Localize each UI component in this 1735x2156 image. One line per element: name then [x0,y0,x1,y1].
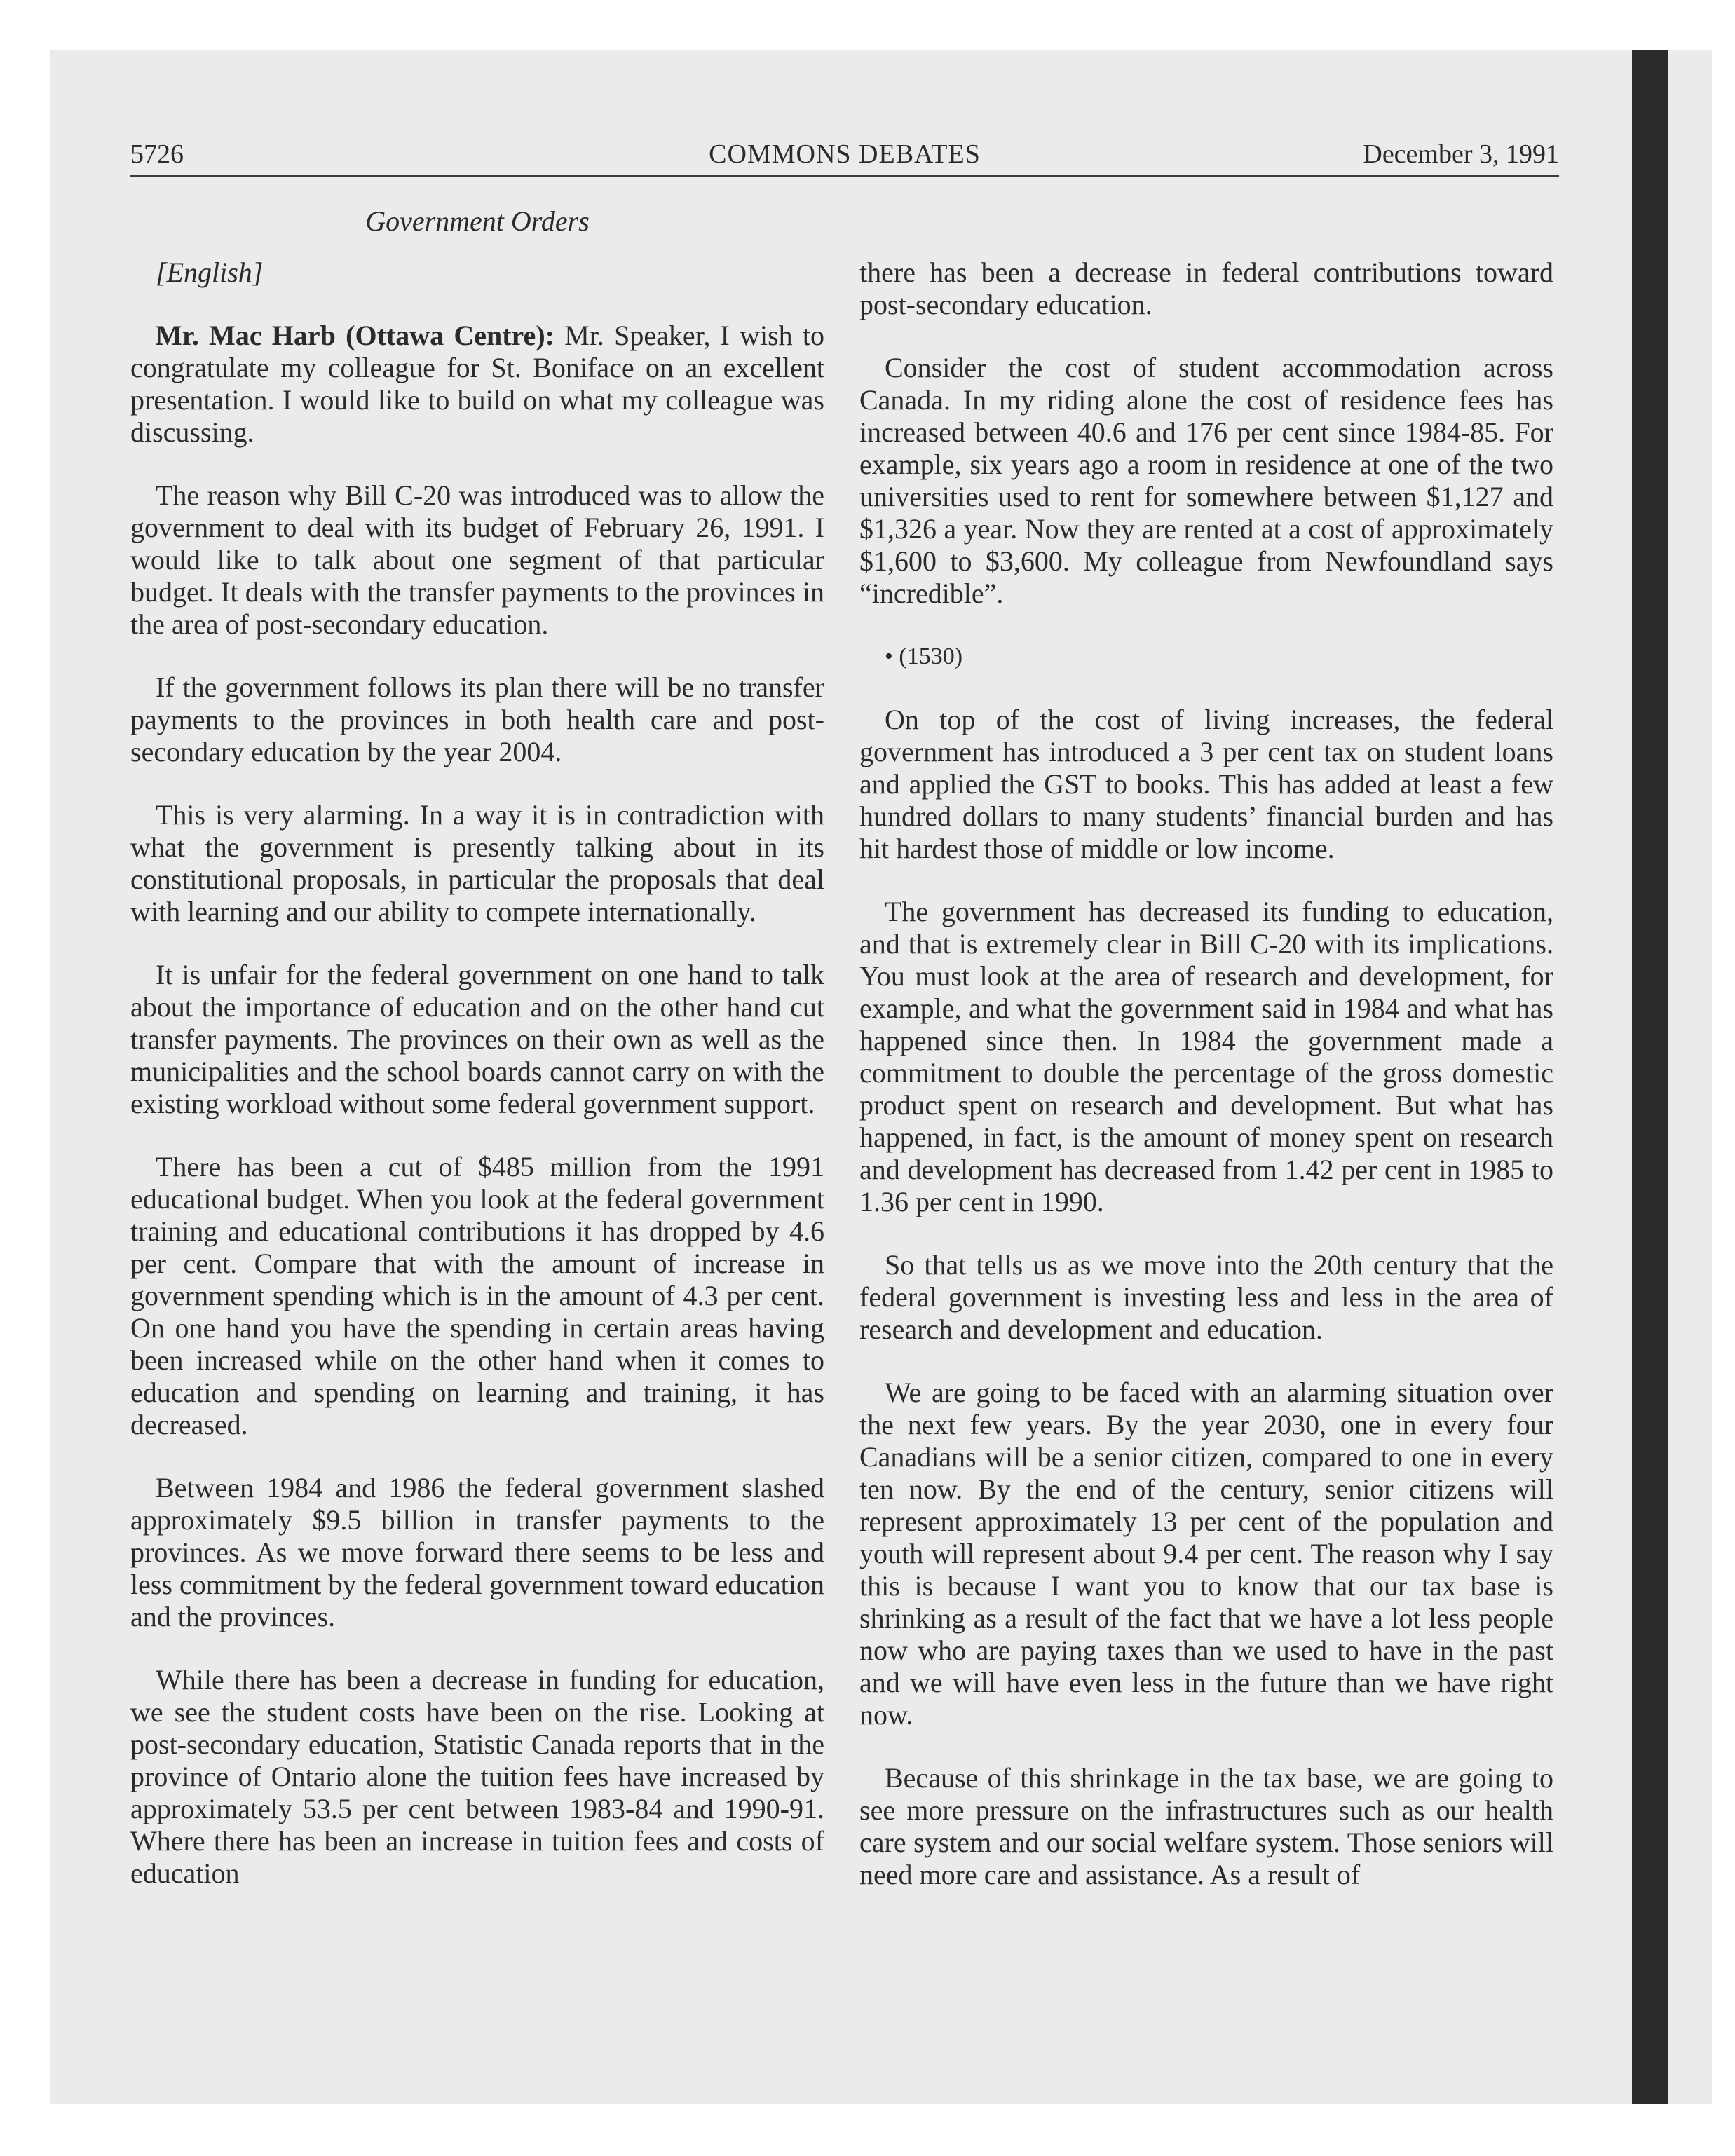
page-number: 5726 [130,139,184,169]
speech-opening-paragraph [130,320,824,449]
paragraph: If the government follows its plan there will be no transfer payments to the provinces in both health care and post-secondary education by the year 2004. [130,671,824,767]
publication-title: COMMONS DEBATES [709,139,981,169]
paragraph: So that tells us as we move into the 20th century that the federal government is investing less and less in the area of research and development and education. [859,1249,1553,1345]
paragraph: We are going to be faced with an alarming situation over the next few years. By the year 2030, one in every four Canadians will be a senior citizen, compared to one in every ten now. By the end of the century, senior citizens will represent approximately 13 per cent of the population and youth will represent about 9.4 per cent. The reason why I say this is because I want you to know that our tax base is shrinking as a result of the fact that we have a lot less people now who are paying taxes than we used to have in the past and we will have even less in the future than we have right now. [859,1377,1553,1731]
paragraph: This is very alarming. In a way it is in contradiction with what the government is presently talking about in its constitutional proposals, in particular the proposals that deal with learning and our ability to compete internationally. [130,799,824,927]
scan-dark-edge [1632,50,1668,2104]
paragraph: The reason why Bill C-20 was introduced was to allow the government to deal with its budget of February 26, 1991. I would like to talk about one segment of that particular budget. It deals with the transfer payments to the provinces in the area of post-secondary education. [130,479,824,640]
paragraph: While there has been a decrease in funding for education, we see the student costs have been on the rise. Looking at post-secondary education, Statistic Canada reports that in the province of Ontario alone the tuition fees have increased by approximately 53.5 per cent between 1983-84 and 1990-91. Where there has been an increase in tuition fees and costs of education [130,1664,824,1889]
speaker-name: Mr. Mac Harb (Ottawa Centre): [156,320,554,351]
left-column [130,257,824,1890]
paragraph: Between 1984 and 1986 the federal government slashed approximately $9.5 billion in transfer payments to the provinces. As we move forward there seems to be less and less commitment by the federal government toward education and the provinces. [130,1472,824,1632]
paragraph: Because of this shrinkage in the tax base, we are going to see more pressure on the infrastructures such as our health care system and our social welfare system. Those seniors will need more care and assistance. As a result of [859,1762,1553,1890]
continuation-paragraph: there has been a decrease in federal contributions toward post-secondary education. [859,257,1553,320]
paragraph: The government has decreased its funding to education, and that is extremely clear in Bill C-20 with its implications. You must look at the area of research and development, for example, and what the government said in 1984 and what has happened since then. In 1984 the government made a commitment to double the percentage of the gross domestic product spent on research and development. But what has happened, in fact, is the amount of money spent on research and development has decreased from 1.42 per cent in 1985 to 1.36 per cent in 1990. [859,896,1553,1217]
section-title: Government Orders [365,205,590,237]
language-tag: [English] [156,257,264,288]
publication-date: December 3, 1991 [1363,139,1559,169]
paragraph: It is unfair for the federal government on one hand to talk about the importance of education and on the other hand cut transfer payments. The provinces on their own as well as the municipalities and the school boards cannot carry on with the existing workload without some federal government support. [130,959,824,1119]
paragraph: On top of the cost of living increases, the federal government has introduced a 3 per cent tax on student loans and applied the GST to books. This has added at least a few hundred dollars to many students’ financial burden and has hit hardest those of middle or low income. [859,704,1553,864]
speech-opening-text: Mr. Speaker, I wish to congratulate my colleague for St. Boniface on an excellent presentation. I would like to build on what my colleague was discussing. [130,320,825,448]
timestamp-marker: • (1530) [885,643,963,669]
paragraph: There has been a cut of $485 million from the 1991 educational budget. When you look at the federal government training and educational contributions it has dropped by 4.6 per cent. Compare that with the amount of increase in government spending which is in the amount of 4.3 per cent. On one hand you have the spending in certain areas having been increased while on the other hand when it comes to education and spending on learning and training, it has decreased. [130,1151,824,1440]
page-header [130,133,1559,177]
right-column [859,257,1553,1891]
paragraph: Consider the cost of student accommodation across Canada. In my riding alone the cost of residence fees has increased between 40.6 and 176 per cent since 1984-85. For example, six years ago a room in residence at one of the two universities used to rent for somewhere between $1,127 and $1,326 a year. Now they are rented at a cost of approximately $1,600 to $3,600. My colleague from Newfoundland says “incredible”. [859,352,1553,609]
